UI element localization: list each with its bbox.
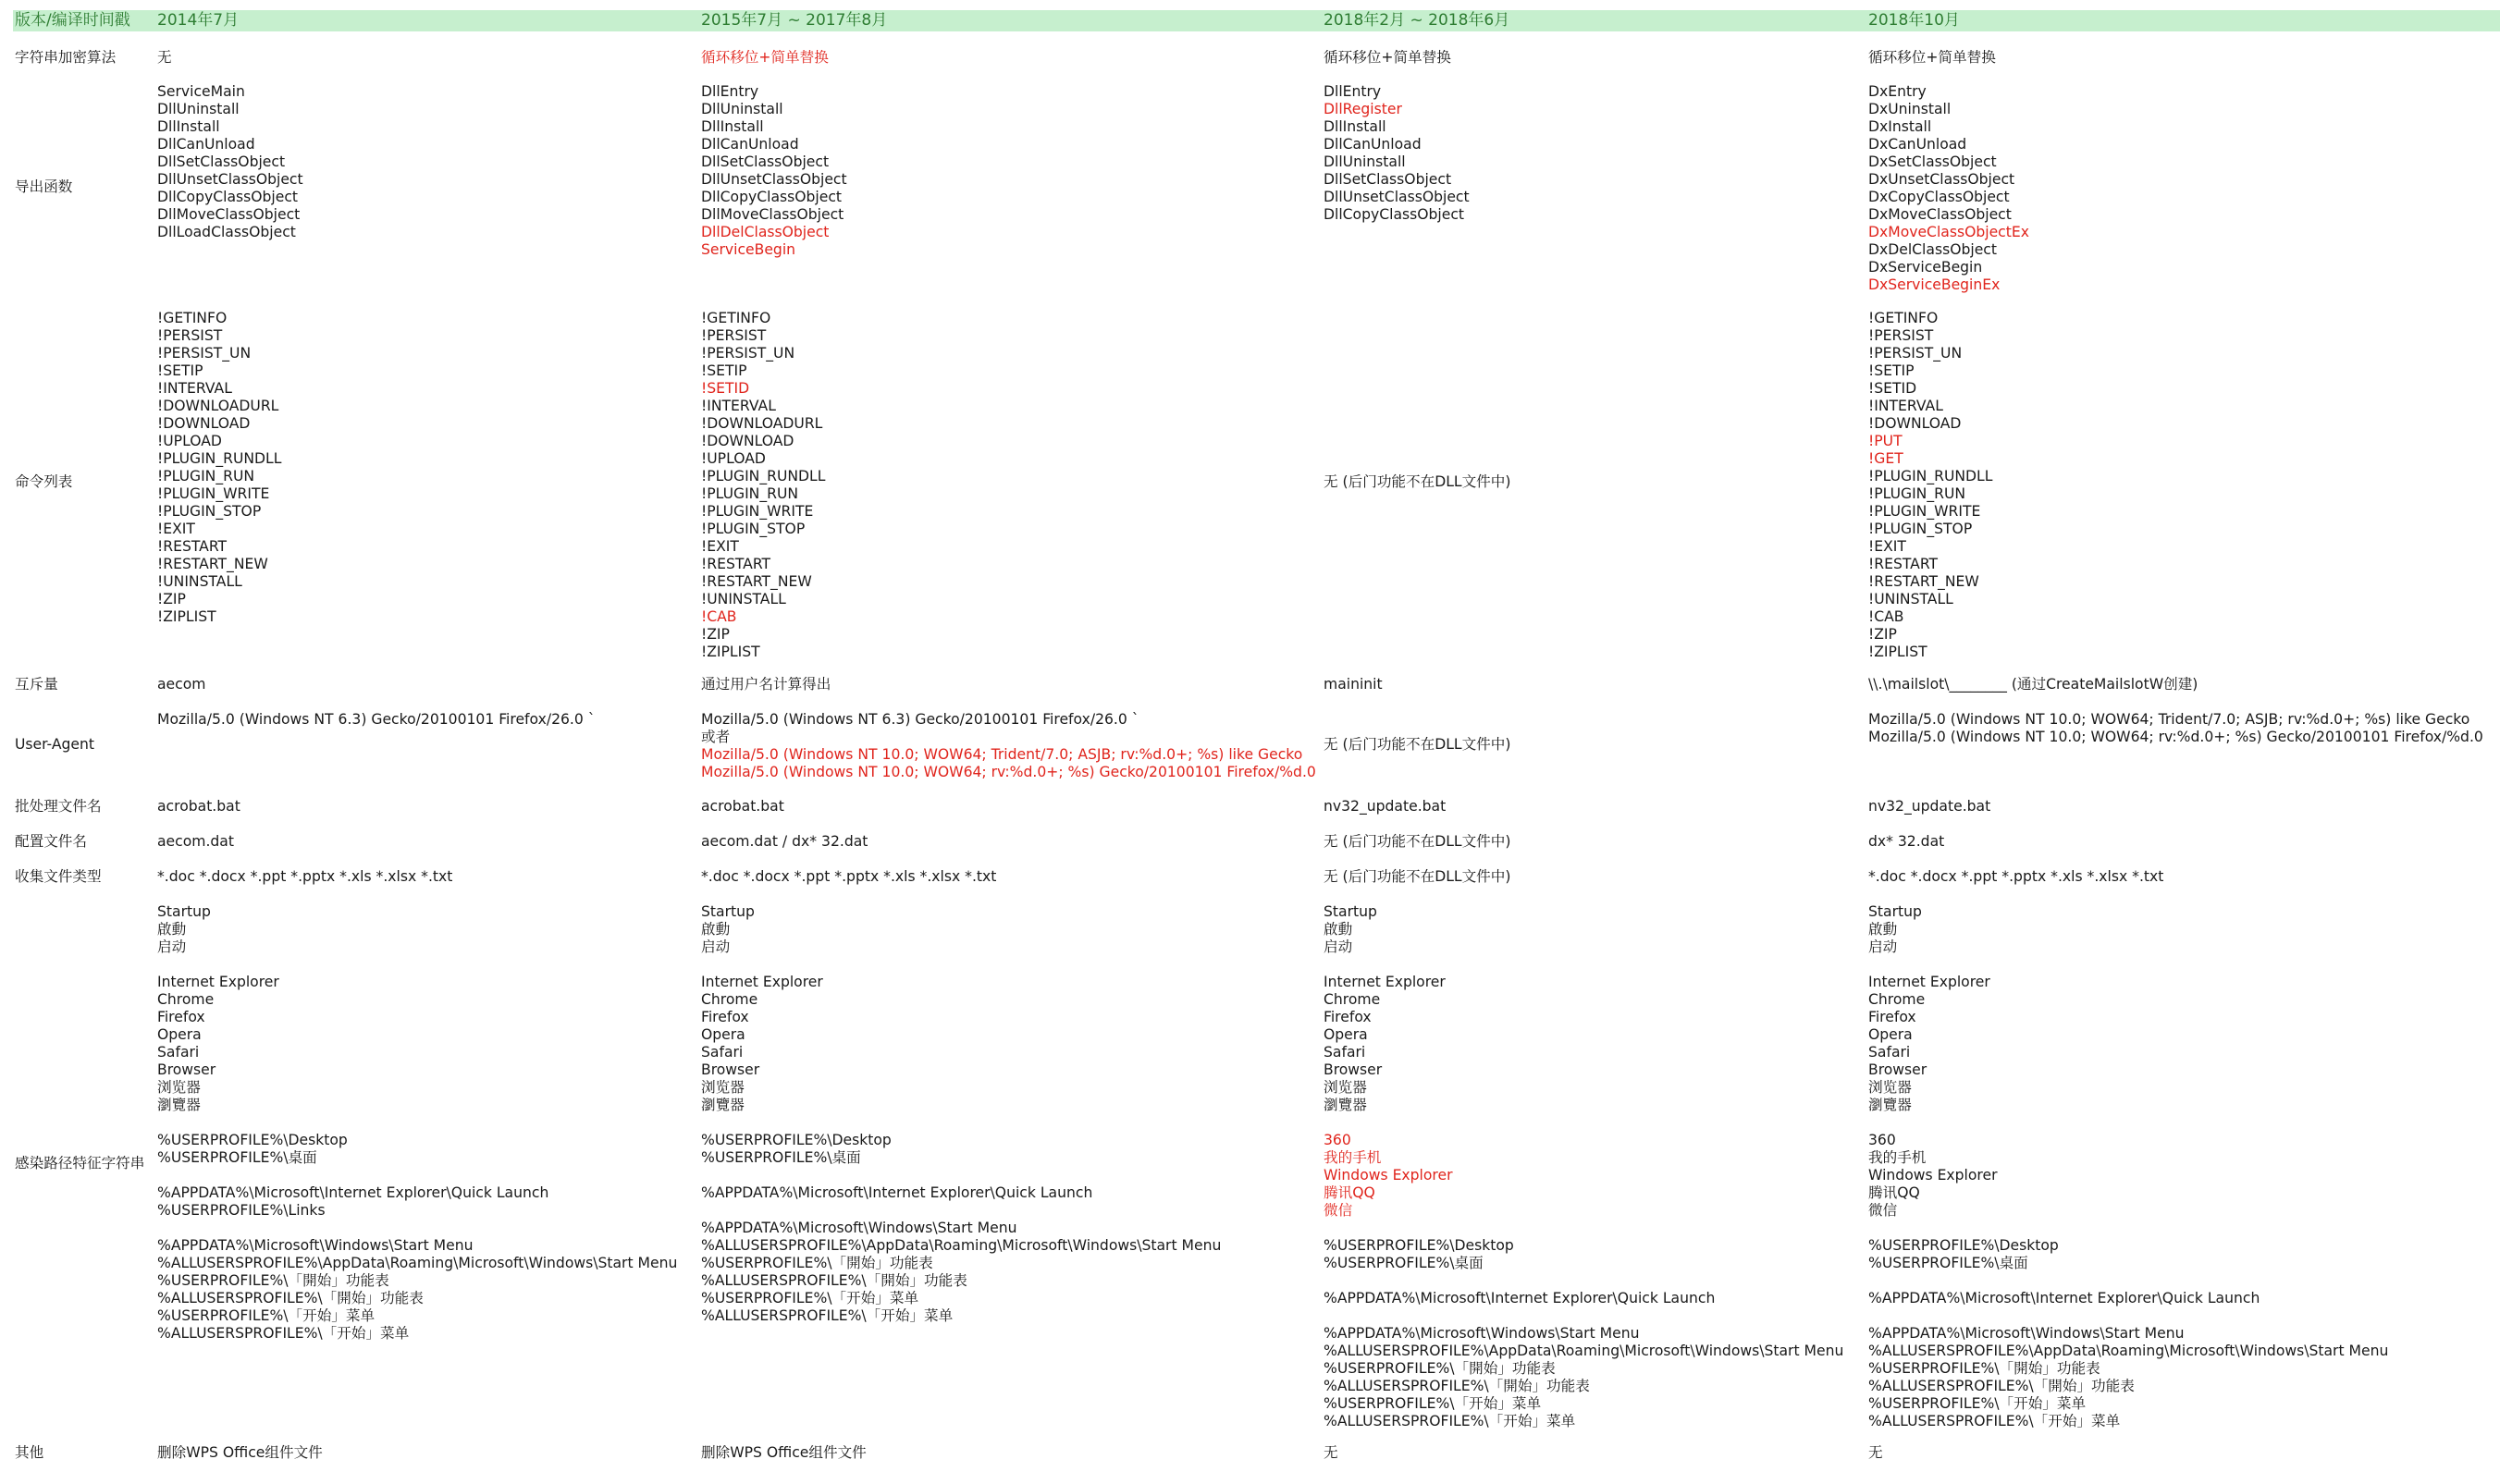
cell-line: !UNINSTALL	[157, 573, 242, 590]
cell-line: !PERSIST_UN	[701, 345, 795, 362]
cell-line: !RESTART_NEW	[157, 556, 268, 572]
cell-line: Browser	[701, 1061, 760, 1078]
cell-line: !PLUGIN_RUNDLL	[1868, 468, 1993, 484]
cell-line: DllCanUnload	[157, 136, 255, 153]
cell-line: 瀏覽器	[1324, 1097, 1367, 1113]
cell-other-2018b	[1868, 1444, 1883, 1462]
cell-line: acrobat.bat	[701, 798, 784, 815]
row-label-commands: 命令列表	[15, 473, 73, 490]
cell-line: DllUnsetClassObject	[157, 171, 303, 188]
cell-line: %APPDATA%\Microsoft\Windows\Start Menu	[1324, 1325, 1640, 1342]
cell-mutex-2014	[157, 676, 205, 693]
cell-filetypes-2014	[157, 868, 452, 886]
cell-line: DllUninstall	[701, 101, 783, 117]
cell-line: 微信	[1324, 1202, 1353, 1219]
cell-line: Mozilla/5.0 (Windows NT 10.0; WOW64; Trident/7.0; ASJB; rv:%d.0+; %s) like Gecko	[701, 746, 1303, 763]
cell-line: %APPDATA%\Microsoft\Internet Explorer\Quick Launch	[1868, 1290, 2260, 1306]
cell-line: !ZIP	[157, 591, 186, 607]
cell-line: 浏览器	[701, 1079, 745, 1096]
cell-line: aecom.dat / dx* 32.dat	[701, 833, 868, 850]
cell-encryption-2018b	[1868, 49, 1996, 67]
row-label-other: 其他	[15, 1444, 44, 1461]
cell-line: %USERPROFILE%\Links	[157, 1202, 326, 1219]
cell-line	[157, 956, 677, 974]
cell-commands-2018a	[1324, 473, 1510, 491]
cell-config-2018b	[1868, 833, 1944, 851]
cell-line: %USERPROFILE%\桌面	[701, 1149, 861, 1166]
cell-commands-2018b	[1868, 310, 1992, 661]
cell-line: !PLUGIN_STOP	[701, 521, 806, 537]
cell-line: 浏览器	[1324, 1079, 1367, 1096]
cell-line: DllUninstall	[157, 101, 240, 117]
cell-line: !GETINFO	[701, 310, 771, 326]
cell-line: 360	[1324, 1132, 1351, 1148]
cell-line: %ALLUSERSPROFILE%\「开始」菜单	[1324, 1413, 1576, 1429]
cell-config-2018a	[1324, 833, 1510, 851]
cell-line: !PERSIST	[701, 327, 767, 344]
cell-line: !PLUGIN_RUN	[157, 468, 255, 484]
cell-line: !EXIT	[701, 538, 739, 555]
cell-line: !PUT	[1868, 433, 1903, 449]
cell-mutex-2015	[701, 676, 831, 693]
cell-line: !PLUGIN_STOP	[1868, 521, 1973, 537]
cell-line: DllSetClassObject	[157, 153, 286, 170]
cell-line: !SETID	[701, 380, 750, 397]
row-label-batch: 批处理文件名	[15, 798, 102, 815]
cell-line: DllCopyClassObject	[1324, 206, 1465, 223]
cell-line: Opera	[701, 1026, 745, 1043]
cell-line: Startup	[701, 903, 755, 920]
cell-line: Opera	[157, 1026, 202, 1043]
cell-line: DxMoveClassObjectEx	[1868, 224, 2029, 240]
cell-line: 循环移位+简单替换	[1868, 49, 1996, 66]
cell-other-2018a	[1324, 1444, 1338, 1462]
cell-line	[157, 1114, 677, 1132]
header-label: 版本/编译时间戳	[15, 11, 130, 30]
cell-line: %ALLUSERSPROFILE%\「開始」功能表	[701, 1272, 967, 1289]
cell-line: !PLUGIN_RUNDLL	[701, 468, 826, 484]
cell-line: Chrome	[701, 991, 758, 1008]
cell-useragent-2018b	[1868, 711, 2483, 746]
cell-line: DllUnsetClassObject	[1324, 189, 1470, 205]
cell-line: Mozilla/5.0 (Windows NT 6.3) Gecko/20100101 Firefox/26.0 `	[701, 711, 1139, 728]
cell-exports-2015	[701, 83, 847, 259]
cell-line: Mozilla/5.0 (Windows NT 10.0; WOW64; Trident/7.0; ASJB; rv:%d.0+; %s) like Gecko	[1868, 711, 2470, 728]
cell-line: DllLoadClassObject	[157, 224, 296, 240]
row-label-encryption: 字符串加密算法	[15, 49, 117, 66]
cell-line: DllCanUnload	[701, 136, 799, 153]
cell-line: Startup	[1324, 903, 1377, 920]
cell-line: %ALLUSERSPROFILE%\AppData\Roaming\Microsoft\Windows\Start Menu	[701, 1237, 1222, 1254]
cell-line: DxSetClassObject	[1868, 153, 1997, 170]
cell-line: %USERPROFILE%\「開始」功能表	[157, 1272, 389, 1289]
cell-line: 啟動	[157, 921, 187, 938]
cell-line: Startup	[1868, 903, 1922, 920]
cell-line: %USERPROFILE%\Desktop	[1868, 1237, 2059, 1254]
cell-line: 360	[1868, 1132, 1896, 1148]
cell-line: DllInstall	[701, 118, 764, 135]
cell-line: Browser	[1868, 1061, 1927, 1078]
cell-line: %APPDATA%\Microsoft\Internet Explorer\Quick Launch	[701, 1184, 1093, 1201]
cell-line: %USERPROFILE%\「开始」菜单	[701, 1290, 919, 1306]
row-label-paths: 感染路径特征字符串	[15, 1155, 145, 1171]
cell-line: %ALLUSERSPROFILE%\AppData\Roaming\Microsoft\Windows\Start Menu	[1868, 1343, 2389, 1359]
cell-line: %USERPROFILE%\「開始」功能表	[701, 1255, 933, 1271]
cell-line: Mozilla/5.0 (Windows NT 10.0; WOW64; rv:%d.0+; %s) Gecko/20100101 Firefox/%d.0	[1868, 729, 2483, 745]
cell-line: %USERPROFILE%\Desktop	[1324, 1237, 1514, 1254]
cell-line: 无	[1868, 1444, 1883, 1461]
cell-filetypes-2018a	[1324, 868, 1510, 886]
cell-line: 瀏覽器	[701, 1097, 745, 1113]
cell-line: !PLUGIN_RUN	[701, 485, 799, 502]
cell-line: Safari	[701, 1044, 744, 1061]
cell-line: maininit	[1324, 676, 1383, 693]
cell-useragent-2018a	[1324, 736, 1510, 754]
cell-line: !ZIPLIST	[701, 644, 760, 660]
cell-line: !DOWNLOADURL	[157, 398, 279, 414]
cell-line: nv32_update.bat	[1868, 798, 1991, 815]
cell-batch-2015	[701, 798, 784, 816]
cell-line: 删除WPS Office组件文件	[701, 1444, 867, 1461]
cell-line: Internet Explorer	[701, 974, 823, 990]
cell-line: %USERPROFILE%\「开始」菜单	[157, 1307, 376, 1324]
cell-line: 啟動	[1324, 921, 1353, 938]
cell-line: *.doc *.docx *.ppt *.pptx *.xls *.xlsx *.txt	[1868, 868, 2164, 885]
cell-line: 删除WPS Office组件文件	[157, 1444, 323, 1461]
cell-line: %APPDATA%\Microsoft\Internet Explorer\Quick Launch	[157, 1184, 549, 1201]
cell-line: !SETID	[1868, 380, 1917, 397]
cell-line: %ALLUSERSPROFILE%\「開始」功能表	[1868, 1378, 2135, 1394]
cell-line: 无 (后门功能不在DLL文件中)	[1324, 736, 1511, 753]
cell-filetypes-2015	[701, 868, 996, 886]
cell-line: %USERPROFILE%\「开始」菜单	[1868, 1395, 2087, 1412]
cell-line: !UPLOAD	[157, 433, 222, 449]
cell-line: !ZIP	[701, 626, 730, 643]
cell-commands-2015	[701, 310, 825, 661]
cell-line: !ZIP	[1868, 626, 1897, 643]
cell-line: Windows Explorer	[1324, 1167, 1453, 1184]
header-col-1: 2014年7月	[157, 11, 240, 30]
cell-line: 我的手机	[1868, 1149, 1927, 1166]
cell-line: 无	[157, 49, 172, 66]
cell-encryption-2018a	[1324, 49, 1451, 67]
cell-paths-2015	[701, 903, 1221, 1325]
cell-batch-2018b	[1868, 798, 1990, 816]
cell-config-2015	[701, 833, 868, 851]
cell-line: DllCanUnload	[1324, 136, 1422, 153]
cell-line	[1868, 1272, 2388, 1290]
cell-useragent-2015	[701, 711, 1316, 781]
cell-exports-2018a	[1324, 83, 1470, 224]
cell-line: 啟動	[701, 921, 731, 938]
cell-line: !PLUGIN_WRITE	[157, 485, 270, 502]
cell-line: DxCopyClassObject	[1868, 189, 2010, 205]
cell-line: Safari	[1868, 1044, 1911, 1061]
row-label-exports: 导出函数	[15, 178, 73, 195]
row-label-useragent: User-Agent	[15, 736, 94, 753]
cell-line: !GET	[1868, 450, 1903, 467]
cell-line: Startup	[157, 903, 211, 920]
cell-line: DxDelClassObject	[1868, 241, 1997, 258]
cell-line: Internet Explorer	[157, 974, 279, 990]
cell-line: 无	[1324, 1444, 1338, 1461]
cell-line: !SETIP	[1868, 362, 1915, 379]
cell-paths-2014	[157, 903, 677, 1343]
cell-line: Chrome	[1324, 991, 1381, 1008]
cell-line: !DOWNLOAD	[1868, 415, 1962, 432]
cell-exports-2018b	[1868, 83, 2029, 294]
cell-line: DxUninstall	[1868, 101, 1952, 117]
cell-useragent-2014	[157, 711, 596, 729]
cell-line: 我的手机	[1324, 1149, 1382, 1166]
cell-line: DxEntry	[1868, 83, 1927, 100]
cell-line: Internet Explorer	[1324, 974, 1446, 990]
cell-line: %USERPROFILE%\「開始」功能表	[1324, 1360, 1556, 1377]
header-col-3: 2018年2月 ~ 2018年6月	[1324, 11, 1510, 30]
cell-line: DllMoveClassObject	[157, 206, 301, 223]
cell-line: Safari	[157, 1044, 200, 1061]
cell-line: %USERPROFILE%\Desktop	[701, 1132, 892, 1148]
cell-line: !SETIP	[157, 362, 203, 379]
cell-line: acrobat.bat	[157, 798, 240, 815]
cell-line	[1324, 956, 1843, 974]
cell-line: !RESTART	[157, 538, 228, 555]
cell-line: ServiceMain	[157, 83, 245, 100]
cell-line: Opera	[1324, 1026, 1368, 1043]
cell-line: !CAB	[1868, 608, 1904, 625]
cell-line: %USERPROFILE%\桌面	[1324, 1255, 1484, 1271]
cell-line: !PLUGIN_STOP	[157, 503, 262, 520]
cell-line	[1868, 1220, 2388, 1237]
cell-line: 启动	[1868, 938, 1898, 955]
cell-line: DxCanUnload	[1868, 136, 1967, 153]
cell-paths-2018a	[1324, 903, 1843, 1430]
cell-line: Browser	[1324, 1061, 1383, 1078]
cell-line: !PLUGIN_WRITE	[701, 503, 814, 520]
header-band	[13, 10, 2500, 31]
cell-line: DllEntry	[1324, 83, 1382, 100]
cell-line: !PLUGIN_RUN	[1868, 485, 1966, 502]
cell-line: 瀏覽器	[157, 1097, 201, 1113]
cell-line: %USERPROFILE%\Desktop	[157, 1132, 348, 1148]
cell-line: 启动	[157, 938, 187, 955]
cell-line: aecom.dat	[157, 833, 234, 850]
cell-line: !SETIP	[701, 362, 747, 379]
cell-line	[157, 1220, 677, 1237]
cell-line: \\.\mailslot\________ (通过CreateMailslotW创建)	[1868, 676, 2198, 693]
cell-line: !GETINFO	[157, 310, 228, 326]
cell-line: 通过用户名计算得出	[701, 676, 831, 693]
cell-line: DllInstall	[157, 118, 220, 135]
cell-line: %APPDATA%\Microsoft\Windows\Start Menu	[1868, 1325, 2185, 1342]
cell-line: %ALLUSERSPROFILE%\「開始」功能表	[1324, 1378, 1590, 1394]
cell-line: !PERSIST_UN	[1868, 345, 1963, 362]
cell-line: DxInstall	[1868, 118, 1932, 135]
cell-line: %APPDATA%\Microsoft\Windows\Start Menu	[157, 1237, 474, 1254]
cell-batch-2018a	[1324, 798, 1446, 816]
cell-line: !EXIT	[157, 521, 195, 537]
cell-line: 腾讯QQ	[1868, 1184, 1920, 1201]
cell-line: !PERSIST	[157, 327, 223, 344]
cell-line: DllDelClassObject	[701, 224, 830, 240]
cell-line: Safari	[1324, 1044, 1366, 1061]
cell-line: !RESTART_NEW	[701, 573, 812, 590]
cell-line: !RESTART_NEW	[1868, 573, 1979, 590]
cell-line	[701, 1167, 1221, 1184]
cell-line: %ALLUSERSPROFILE%\AppData\Roaming\Microsoft\Windows\Start Menu	[157, 1255, 678, 1271]
cell-line: DxUnsetClassObject	[1868, 171, 2015, 188]
cell-line: Mozilla/5.0 (Windows NT 10.0; WOW64; rv:%d.0+; %s) Gecko/20100101 Firefox/%d.0	[701, 764, 1316, 780]
cell-line: aecom	[157, 676, 206, 693]
cell-line: !INTERVAL	[1868, 398, 1943, 414]
cell-line	[1868, 956, 2388, 974]
cell-line: !PLUGIN_WRITE	[1868, 503, 1981, 520]
cell-line	[1868, 1307, 2388, 1325]
cell-paths-2018b	[1868, 903, 2388, 1430]
cell-line: 啟動	[1868, 921, 1898, 938]
cell-line: %ALLUSERSPROFILE%\「开始」菜单	[701, 1307, 954, 1324]
cell-line: !INTERVAL	[701, 398, 776, 414]
cell-line: !ZIPLIST	[157, 608, 216, 625]
cell-line	[1324, 1272, 1843, 1290]
cell-line: %APPDATA%\Microsoft\Internet Explorer\Quick Launch	[1324, 1290, 1716, 1306]
cell-line: *.doc *.docx *.ppt *.pptx *.xls *.xlsx *.txt	[701, 868, 997, 885]
cell-line: Chrome	[157, 991, 215, 1008]
cell-line: Opera	[1868, 1026, 1913, 1043]
cell-line: Firefox	[1324, 1009, 1372, 1025]
cell-line: %ALLUSERSPROFILE%\AppData\Roaming\Microsoft\Windows\Start Menu	[1324, 1343, 1844, 1359]
cell-line: 浏览器	[1868, 1079, 1912, 1096]
cell-commands-2014	[157, 310, 281, 626]
cell-line: 或者	[701, 729, 731, 745]
row-label-config: 配置文件名	[15, 833, 87, 850]
cell-line: DllUnsetClassObject	[701, 171, 847, 188]
header-col-2: 2015年7月 ~ 2017年8月	[701, 11, 888, 30]
cell-line: 启动	[1324, 938, 1353, 955]
cell-line: 无 (后门功能不在DLL文件中)	[1324, 868, 1511, 885]
cell-line: !PERSIST_UN	[157, 345, 252, 362]
cell-line	[1868, 1114, 2388, 1132]
cell-line	[701, 956, 1221, 974]
cell-line: DllMoveClassObject	[701, 206, 844, 223]
cell-line: DllSetClassObject	[1324, 171, 1452, 188]
cell-line: !ZIPLIST	[1868, 644, 1927, 660]
cell-line: DllRegister	[1324, 101, 1402, 117]
cell-line: !DOWNLOAD	[157, 415, 251, 432]
cell-line: 无 (后门功能不在DLL文件中)	[1324, 833, 1511, 850]
cell-line: %ALLUSERSPROFILE%\「开始」菜单	[157, 1325, 410, 1342]
cell-line: !UNINSTALL	[1868, 591, 1953, 607]
cell-encryption-2015	[701, 49, 829, 67]
cell-mutex-2018a	[1324, 676, 1383, 693]
cell-line: ServiceBegin	[701, 241, 796, 258]
cell-line	[701, 1114, 1221, 1132]
cell-line: 启动	[701, 938, 731, 955]
cell-line: 循环移位+简单替换	[1324, 49, 1451, 66]
cell-line: DllUninstall	[1324, 153, 1406, 170]
cell-line: DllEntry	[701, 83, 759, 100]
row-label-filetypes: 收集文件类型	[15, 868, 102, 885]
cell-line: 循环移位+简单替换	[701, 49, 829, 66]
cell-line: !PERSIST	[1868, 327, 1934, 344]
cell-line: %USERPROFILE%\桌面	[157, 1149, 317, 1166]
cell-line: !RESTART	[701, 556, 771, 572]
cell-line: DllCopyClassObject	[157, 189, 299, 205]
cell-line: DllInstall	[1324, 118, 1386, 135]
cell-line: Windows Explorer	[1868, 1167, 1998, 1184]
cell-line: DxServiceBegin	[1868, 259, 1983, 276]
cell-other-2014	[157, 1444, 323, 1462]
cell-line: %ALLUSERSPROFILE%\「開始」功能表	[157, 1290, 424, 1306]
cell-line: !INTERVAL	[157, 380, 232, 397]
cell-line: Firefox	[701, 1009, 749, 1025]
cell-line	[1324, 1220, 1843, 1237]
cell-line: 无 (后门功能不在DLL文件中)	[1324, 473, 1511, 490]
cell-line: Firefox	[1868, 1009, 1916, 1025]
cell-line: %USERPROFILE%\桌面	[1868, 1255, 2028, 1271]
cell-line: !GETINFO	[1868, 310, 1939, 326]
cell-line: !UNINSTALL	[701, 591, 786, 607]
cell-line: 微信	[1868, 1202, 1898, 1219]
cell-line: %USERPROFILE%\「開始」功能表	[1868, 1360, 2100, 1377]
cell-line	[1324, 1307, 1843, 1325]
cell-line: nv32_update.bat	[1324, 798, 1447, 815]
cell-line: Internet Explorer	[1868, 974, 1990, 990]
cell-line: Firefox	[157, 1009, 205, 1025]
cell-mutex-2018b	[1868, 676, 2198, 693]
cell-line: dx* 32.dat	[1868, 833, 1945, 850]
cell-line: DxMoveClassObject	[1868, 206, 2012, 223]
cell-line: DxServiceBeginEx	[1868, 276, 2001, 293]
cell-line: Chrome	[1868, 991, 1926, 1008]
cell-line: !UPLOAD	[701, 450, 766, 467]
cell-line	[1324, 1114, 1843, 1132]
cell-line: DllCopyClassObject	[701, 189, 843, 205]
cell-line: Browser	[157, 1061, 216, 1078]
cell-line: 瀏覽器	[1868, 1097, 1912, 1113]
header-col-4: 2018年10月	[1868, 11, 1960, 30]
cell-line: %USERPROFILE%\「开始」菜单	[1324, 1395, 1542, 1412]
cell-line: !RESTART	[1868, 556, 1939, 572]
cell-exports-2014	[157, 83, 303, 241]
cell-line: %ALLUSERSPROFILE%\「开始」菜单	[1868, 1413, 2121, 1429]
cell-line: 腾讯QQ	[1324, 1184, 1375, 1201]
cell-line: !EXIT	[1868, 538, 1906, 555]
cell-line: Mozilla/5.0 (Windows NT 6.3) Gecko/20100101 Firefox/26.0 `	[157, 711, 596, 728]
cell-batch-2014	[157, 798, 240, 816]
cell-line: *.doc *.docx *.ppt *.pptx *.xls *.xlsx *.txt	[157, 868, 453, 885]
cell-line: %APPDATA%\Microsoft\Windows\Start Menu	[701, 1220, 1017, 1236]
cell-filetypes-2018b	[1868, 868, 2163, 886]
cell-line: DllSetClassObject	[701, 153, 830, 170]
cell-line	[701, 1202, 1221, 1220]
cell-line: !DOWNLOAD	[701, 433, 794, 449]
cell-config-2014	[157, 833, 234, 851]
cell-line	[157, 1167, 677, 1184]
cell-other-2015	[701, 1444, 867, 1462]
cell-line: !DOWNLOADURL	[701, 415, 823, 432]
cell-line: 浏览器	[157, 1079, 201, 1096]
cell-encryption-2014	[157, 49, 172, 67]
row-label-mutex: 互斥量	[15, 676, 58, 693]
cell-line: !CAB	[701, 608, 737, 625]
cell-line: !PLUGIN_RUNDLL	[157, 450, 282, 467]
